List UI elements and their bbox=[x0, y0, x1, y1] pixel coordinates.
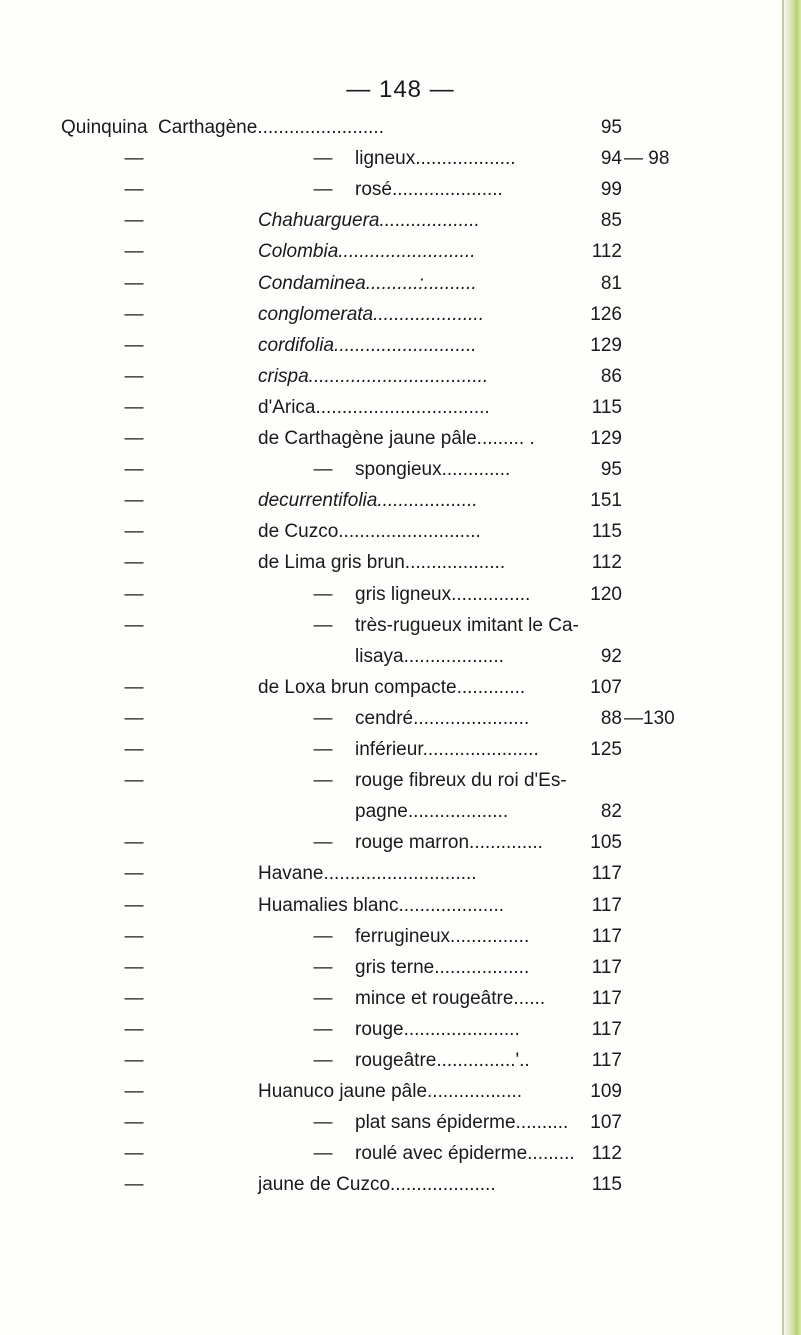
ditto-dash-second: — bbox=[313, 459, 333, 481]
ditto-dash-second: — bbox=[313, 987, 333, 1009]
page-reference: 129 bbox=[590, 428, 622, 449]
ditto-dash-second: — bbox=[313, 179, 333, 201]
entry-label: gris ligneux............... bbox=[355, 583, 531, 605]
page-number: — 148 — bbox=[346, 76, 455, 103]
entry-label: mince et rougeâtre...... bbox=[355, 987, 546, 1009]
page-reference: 107 bbox=[590, 676, 622, 698]
index-entry bbox=[0, 829, 760, 857]
ditto-dash-second: — bbox=[313, 956, 333, 978]
ditto-dash: — bbox=[124, 1018, 144, 1040]
ditto-dash: — bbox=[124, 490, 144, 512]
ditto-dash: — bbox=[124, 707, 144, 729]
entry-label: rouge...................... bbox=[355, 1018, 520, 1040]
entry-label: de Carthagène jaune pâle......... . bbox=[258, 428, 535, 449]
ditto-dash: — bbox=[124, 521, 144, 543]
index-entry bbox=[0, 176, 760, 204]
ditto-dash: — bbox=[124, 739, 144, 760]
entry-label: très-rugueux imitant le Ca- bbox=[355, 614, 579, 636]
entry-label: rougeâtre...............'.. bbox=[355, 1050, 530, 1071]
entry-label: cendré...................... bbox=[355, 707, 530, 729]
entry-label: rosé..................... bbox=[355, 179, 503, 201]
entry-label: decurrentifolia................... bbox=[258, 490, 478, 512]
entry-label: Condaminea..........:.......... bbox=[258, 272, 477, 294]
index-entry bbox=[0, 238, 760, 266]
page-reference: 94 bbox=[600, 148, 622, 170]
entry-label: gris terne.................. bbox=[355, 956, 530, 978]
page-reference: 112 bbox=[591, 241, 622, 263]
ditto-dash: — bbox=[124, 303, 144, 325]
ditto-dash-second: — bbox=[313, 739, 333, 760]
entry-label: Huanuco jaune pâle.................. bbox=[258, 1081, 523, 1103]
index-entry bbox=[0, 1140, 760, 1168]
extra-page-reference: — 98 bbox=[624, 148, 670, 170]
index-entry bbox=[0, 363, 760, 391]
ditto-dash: — bbox=[124, 987, 144, 1009]
entry-label: crispa.................................. bbox=[258, 365, 489, 387]
index-entry bbox=[0, 1047, 760, 1075]
entry-label: Chahuarguera................... bbox=[258, 210, 480, 232]
ditto-dash: — bbox=[124, 552, 144, 574]
ditto-dash: — bbox=[124, 583, 144, 605]
entry-label: jaune de Cuzco.................... bbox=[258, 1174, 496, 1196]
ditto-dash-second: — bbox=[313, 148, 333, 170]
entry-label: cordifolia........................... bbox=[258, 334, 477, 356]
entry-label: lisaya................... bbox=[355, 645, 504, 667]
entry-label: rouge marron.............. bbox=[355, 832, 543, 854]
ditto-dash: — bbox=[124, 1050, 144, 1071]
page-reference: 117 bbox=[591, 1050, 622, 1071]
entry-label: spongieux............. bbox=[355, 459, 511, 481]
page-reference: 117 bbox=[591, 1018, 622, 1040]
extra-page-reference: —130 bbox=[624, 707, 675, 729]
index-entry bbox=[0, 487, 760, 515]
index-entry bbox=[0, 798, 760, 826]
index-entry bbox=[0, 1078, 760, 1106]
ditto-dash-second: — bbox=[313, 707, 333, 729]
page-reference: 117 bbox=[591, 863, 622, 885]
index-entry bbox=[0, 549, 760, 577]
index-entry bbox=[0, 643, 760, 671]
ditto-dash: — bbox=[124, 241, 144, 263]
ditto-dash: — bbox=[124, 1143, 144, 1165]
ditto-dash: — bbox=[124, 428, 144, 449]
page-reference: 117 bbox=[591, 925, 622, 947]
page-reference: 117 bbox=[591, 894, 622, 916]
ditto-dash: — bbox=[124, 334, 144, 356]
ditto-dash: — bbox=[124, 832, 144, 854]
page-reference: 95 bbox=[600, 459, 622, 481]
index-entry bbox=[0, 985, 760, 1013]
index-entry bbox=[0, 581, 760, 609]
index-entry bbox=[0, 767, 760, 795]
index-entry bbox=[0, 612, 760, 640]
page-reference: 129 bbox=[590, 334, 622, 356]
ditto-dash-second: — bbox=[313, 925, 333, 947]
index-entry bbox=[0, 301, 760, 329]
entry-label: de Cuzco........................... bbox=[258, 521, 481, 543]
ditto-dash: — bbox=[124, 210, 144, 232]
index-entry bbox=[0, 425, 760, 453]
ditto-dash: — bbox=[124, 1174, 144, 1196]
entry-label: d'Arica................................. bbox=[258, 396, 490, 418]
page-reference: 151 bbox=[590, 490, 622, 512]
page-reference: 85 bbox=[600, 210, 622, 232]
page-reference: 112 bbox=[591, 1143, 622, 1165]
ditto-dash-second: — bbox=[313, 832, 333, 854]
entry-label: Havane............................. bbox=[258, 863, 477, 885]
entry-label: plat sans épiderme.......... bbox=[355, 1112, 569, 1134]
ditto-dash-second: — bbox=[313, 614, 333, 636]
page-reference: 86 bbox=[600, 365, 622, 387]
entry-label: conglomerata..................... bbox=[258, 303, 484, 325]
index-entry bbox=[0, 923, 760, 951]
entry-label: Colombia.......................... bbox=[258, 241, 476, 263]
entry-label: roulé avec épiderme......... bbox=[355, 1143, 575, 1165]
page-reference: 125 bbox=[590, 739, 622, 760]
ditto-dash: — bbox=[124, 1081, 144, 1103]
index-entry bbox=[0, 207, 760, 235]
entry-head: Quinquina bbox=[61, 117, 148, 138]
ditto-dash-second: — bbox=[313, 770, 333, 792]
page-reference: 82 bbox=[600, 801, 622, 823]
ditto-dash: — bbox=[124, 676, 144, 698]
entry-label: ligneux................... bbox=[355, 148, 516, 170]
entry-label: inférieur...................... bbox=[355, 739, 539, 760]
index-entry bbox=[0, 705, 760, 733]
page-reference: 109 bbox=[590, 1081, 622, 1103]
index-entry bbox=[0, 860, 760, 888]
entry-label: rouge fibreux du roi d'Es- bbox=[355, 770, 567, 792]
page-reference: 115 bbox=[591, 1174, 622, 1196]
ditto-dash: — bbox=[124, 614, 144, 636]
ditto-dash: — bbox=[124, 179, 144, 201]
ditto-dash: — bbox=[124, 396, 144, 418]
entry-label: Carthagène........................ bbox=[158, 117, 384, 138]
page-reference: 112 bbox=[591, 552, 622, 574]
ditto-dash-second: — bbox=[313, 583, 333, 605]
entry-label: pagne................... bbox=[355, 801, 509, 823]
entry-label: ferrugineux............... bbox=[355, 925, 530, 947]
index-entry bbox=[0, 954, 760, 982]
page-reference: 88 bbox=[600, 707, 622, 729]
ditto-dash: — bbox=[124, 863, 144, 885]
index-entry bbox=[0, 1171, 760, 1199]
page-reference: 126 bbox=[590, 303, 622, 325]
page-reference: 99 bbox=[600, 179, 622, 201]
index-entry bbox=[0, 456, 760, 484]
index-entry bbox=[0, 332, 760, 360]
page-reference: 105 bbox=[590, 832, 622, 854]
page-reference: 107 bbox=[590, 1112, 622, 1134]
index-entry bbox=[0, 114, 760, 142]
page-reference: 92 bbox=[600, 645, 622, 667]
ditto-dash-second: — bbox=[313, 1112, 333, 1134]
ditto-dash: — bbox=[124, 459, 144, 481]
ditto-dash: — bbox=[124, 894, 144, 916]
ditto-dash-second: — bbox=[313, 1018, 333, 1040]
ditto-dash: — bbox=[124, 925, 144, 947]
ditto-dash-second: — bbox=[313, 1050, 333, 1071]
page-reference: 115 bbox=[591, 396, 622, 418]
page-reference: 81 bbox=[600, 272, 622, 294]
page-reference: 115 bbox=[591, 521, 622, 543]
page-reference: 120 bbox=[590, 583, 622, 605]
index-entry bbox=[0, 1109, 760, 1137]
entry-label: Huamalies blanc.................... bbox=[258, 894, 505, 916]
ditto-dash-second: — bbox=[313, 1143, 333, 1165]
page-reference: 117 bbox=[591, 987, 622, 1009]
entry-label: de Lima gris brun................... bbox=[258, 552, 506, 574]
index-entry bbox=[0, 1016, 760, 1044]
index-entry bbox=[0, 736, 760, 764]
ditto-dash: — bbox=[124, 770, 144, 792]
page-edge bbox=[783, 0, 801, 1335]
ditto-dash: — bbox=[124, 956, 144, 978]
page-reference: 95 bbox=[600, 117, 622, 138]
entry-label: de Loxa brun compacte............. bbox=[258, 676, 526, 698]
ditto-dash: — bbox=[124, 365, 144, 387]
ditto-dash: — bbox=[124, 272, 144, 294]
page-edge-line bbox=[782, 0, 784, 1335]
index-entry bbox=[0, 394, 760, 422]
index-entry bbox=[0, 674, 760, 702]
ditto-dash: — bbox=[124, 148, 144, 170]
ditto-dash: — bbox=[124, 1112, 144, 1134]
index-entry bbox=[0, 518, 760, 546]
index-entry bbox=[0, 270, 760, 298]
page-reference: 117 bbox=[591, 956, 622, 978]
index-entry bbox=[0, 892, 760, 920]
index-entry bbox=[0, 145, 760, 173]
